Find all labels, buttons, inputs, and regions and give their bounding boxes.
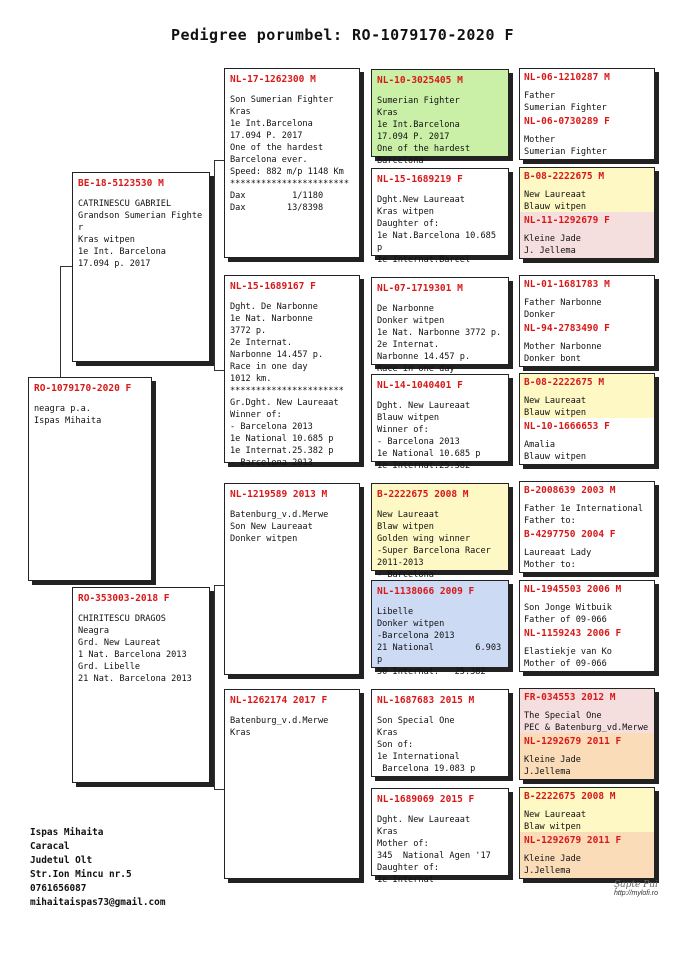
connector-line xyxy=(214,585,215,789)
g5-sire xyxy=(520,276,654,322)
fmm-card xyxy=(371,374,509,471)
connector-line xyxy=(214,585,224,586)
logo-signature: Şapte Pui xyxy=(614,880,658,890)
ring-number: NL-1689069 2015 F xyxy=(377,794,475,805)
g5-pair-card xyxy=(519,68,655,160)
bird-description: Son Sumerian Fighter Kras 1e Int.Barcelona 17.094 P. 2017 One of the hardest Barcelona ever. Speed: 882 m/p 1148 Km *********************** Dax 1/1180 Dax 13/8398 xyxy=(230,95,349,213)
mff-card xyxy=(371,483,509,580)
g5-dam xyxy=(520,526,654,572)
ring-number: NL-06-1210287 M xyxy=(524,72,610,83)
ring-number: FR-034553 2012 M xyxy=(524,692,616,703)
ring-number: RO-353003-2018 F xyxy=(78,593,170,604)
owner-name: Ispas Mihaita xyxy=(30,827,104,838)
ring-number: B-2222675 2008 M xyxy=(524,791,616,802)
ring-number: NL-1292679 2011 F xyxy=(524,736,622,747)
g5-sire xyxy=(520,689,654,735)
mf-card xyxy=(224,483,360,675)
g5-sire xyxy=(520,168,654,214)
ring-number: NL-07-1719301 M xyxy=(377,283,463,294)
connector-line xyxy=(214,160,215,370)
page-title: Pedigree porumbel: RO-1079170-2020 F xyxy=(170,26,515,44)
bird-description: Dght. De Narbonne 1e Nat. Narbonne 3772 p. 2e Internat. Narbonne 14.457 p. Race in one day 1012 km. ********************** Gr.Dght. New Laureaat Winner of: - Barcelona 2013 1e National 10.685 p 1e Internat.25.382 p - Barcelona 2013 xyxy=(230,302,344,468)
bird-description: New Laureaat Blaw witpen Golden wing winner -Super Barcelona Racer 2011-2013 - Barcelona xyxy=(377,510,491,580)
g5-pair-card xyxy=(519,688,655,780)
bird-description: neagra p.a. Ispas Mihaita xyxy=(34,404,102,426)
g5-sire xyxy=(520,69,654,115)
bird-description: Kleine Jade J. Jellema xyxy=(524,234,581,256)
g5-sire xyxy=(520,374,654,420)
g5-dam xyxy=(520,320,654,366)
bird-description: CATRINESCU GABRIEL Grandson Sumerian Fighte r Kras witpen 1e Int. Barcelona 17.094 p. 2017 xyxy=(78,199,203,269)
g5-sire xyxy=(520,788,654,834)
bird-description: Laureaat Lady Mother to: xyxy=(524,548,592,570)
bird-description: Father Sumerian Fighter xyxy=(524,91,607,113)
logo-url[interactable]: http://mylofi.ro xyxy=(614,890,658,897)
fmf-card xyxy=(371,277,509,374)
connector-line xyxy=(60,582,72,583)
bird-description: CHIRITESCU DRAGOS Neagra Grd. New Laureat 1 Nat. Barcelona 2013 Grd. Libelle 21 Nat. Barcelona 2013 xyxy=(78,614,192,684)
owner-street: Str.Ion Mincu nr.5 xyxy=(30,869,132,880)
bird-description: Mother Narbonne Donker bont xyxy=(524,342,602,364)
ring-number: NL-15-1689167 F xyxy=(230,281,316,292)
mmf-card xyxy=(371,689,509,777)
ring-number: NL-10-1666653 F xyxy=(524,421,610,432)
connector-line xyxy=(60,266,72,267)
connector-line xyxy=(214,160,224,161)
mother-card xyxy=(72,587,210,783)
bird-description: Libelle Donker witpen -Barcelona 2013 21 National 6.903 p 50 Internat. 25.382 xyxy=(377,607,502,677)
g5-dam xyxy=(520,832,654,878)
bird-description: Dght.New Laureaat Kras witpen Daughter of: 1e Nat.Barcelona 10.685 p 1e Internat.Barcel xyxy=(377,195,496,265)
g5-dam xyxy=(520,418,654,464)
ring-number: NL-15-1689219 F xyxy=(377,174,463,185)
bird-description: Amalia Blauw witpen xyxy=(524,440,587,462)
g5-dam xyxy=(520,212,654,258)
bird-description: The Special One PEC & Batenburg_vd.Merwe xyxy=(524,711,649,733)
ring-number: NL-1292679 2011 F xyxy=(524,835,622,846)
g5-pair-card xyxy=(519,787,655,879)
mmm-card xyxy=(371,788,509,885)
mfm-card xyxy=(371,580,509,677)
bird-description: Batenburg_v.d.Merwe Kras xyxy=(230,716,329,738)
ring-number: NL-94-2783490 F xyxy=(524,323,610,334)
father-card xyxy=(72,172,210,362)
ring-number: B-2222675 2008 M xyxy=(377,489,469,500)
fm-card xyxy=(224,275,360,468)
bird-description: Elastiekje van Ko Mother of 09-066 xyxy=(524,647,612,669)
ring-number: NL-01-1681783 M xyxy=(524,279,610,290)
bird-description: De Narbonne Donker witpen 1e Nat. Narbonne 3772 p. 2e Internat. Narbonne 14.457 p. Race in one day xyxy=(377,304,502,374)
ring-number: RO-1079170-2020 F xyxy=(34,383,132,394)
ring-number: B-08-2222675 M xyxy=(524,171,605,182)
bird-description: Father Narbonne Donker xyxy=(524,298,602,320)
g5-pair-card xyxy=(519,481,655,573)
ring-number: NL-1262174 2017 F xyxy=(230,695,328,706)
g5-sire xyxy=(520,482,654,528)
ring-number: B-4297750 2004 F xyxy=(524,529,616,540)
ring-number: BE-18-5123530 M xyxy=(78,178,164,189)
owner-city: Caracal xyxy=(30,841,70,852)
fff-card xyxy=(371,69,509,166)
ring-number: NL-17-1262300 M xyxy=(230,74,316,85)
ffm-card xyxy=(371,168,509,265)
g5-pair-card xyxy=(519,167,655,259)
ring-number: B-08-2222675 M xyxy=(524,377,605,388)
g5-dam xyxy=(520,113,654,159)
bird-description: New Laureaat Blauw witpen xyxy=(524,190,587,212)
bird-description: Dght. New Laureaat Kras Mother of: 345 National Agen '17 Daughter of: 1e Internat xyxy=(377,815,491,885)
g5-sire xyxy=(520,581,654,627)
ring-number: B-2008639 2003 M xyxy=(524,485,616,496)
ring-number: NL-1159243 2006 F xyxy=(524,628,622,639)
connector-line xyxy=(214,789,224,790)
ring-number: NL-10-3025405 M xyxy=(377,75,463,86)
bird-description: Father 1e International Father to: xyxy=(524,504,643,526)
owner-email[interactable]: mihaitaispas73@gmail.com xyxy=(30,897,166,908)
site-logo xyxy=(606,880,666,897)
mm-card xyxy=(224,689,360,879)
ring-number: NL-1138066 2009 F xyxy=(377,586,475,597)
bird-description: Batenburg_v.d.Merwe Son New Laureaat Donker witpen xyxy=(230,510,329,544)
ring-number: NL-1219589 2013 M xyxy=(230,489,328,500)
bird-description: Sumerian Fighter Kras 1e Int.Barcelona 17.094 P. 2017 One of the hardest Barcelona xyxy=(377,96,471,166)
owner-county: Judetul Olt xyxy=(30,855,93,866)
ring-number: NL-1687683 2015 M xyxy=(377,695,475,706)
ring-number: NL-14-1040401 F xyxy=(377,380,463,391)
ring-number: NL-11-1292679 F xyxy=(524,215,610,226)
g5-pair-card xyxy=(519,580,655,672)
ring-number: NL-06-0730289 F xyxy=(524,116,610,127)
ring-number: NL-1945503 2006 M xyxy=(524,584,622,595)
bird-description: Son Jonge Witbuik Father of 09-066 xyxy=(524,603,612,625)
ff-card xyxy=(224,68,360,258)
bird-description: New Laureaat Blaw witpen xyxy=(524,810,587,832)
g5-pair-card xyxy=(519,373,655,465)
owner-phone: 0761656087 xyxy=(30,883,87,894)
bird-description: Mother Sumerian Fighter xyxy=(524,135,607,157)
g5-pair-card xyxy=(519,275,655,367)
bird-description: New Laureaat Blauw witpen xyxy=(524,396,587,418)
subject-card xyxy=(28,377,152,581)
owner-info xyxy=(30,826,165,910)
bird-description: Son Special One Kras Son of: 1e International Barcelona 19.083 p xyxy=(377,716,476,774)
g5-dam xyxy=(520,733,654,779)
bird-description: Dght. New Laureaat Blauw witpen Winner of: - Barcelona 2013 1e National 10.685 p 1e Internat.25.382 xyxy=(377,401,481,471)
g5-dam xyxy=(520,625,654,671)
bird-description: Kleine Jade J.Jellema xyxy=(524,854,581,876)
connector-line xyxy=(214,370,224,371)
bird-description: Kleine Jade J.Jellema xyxy=(524,755,581,777)
